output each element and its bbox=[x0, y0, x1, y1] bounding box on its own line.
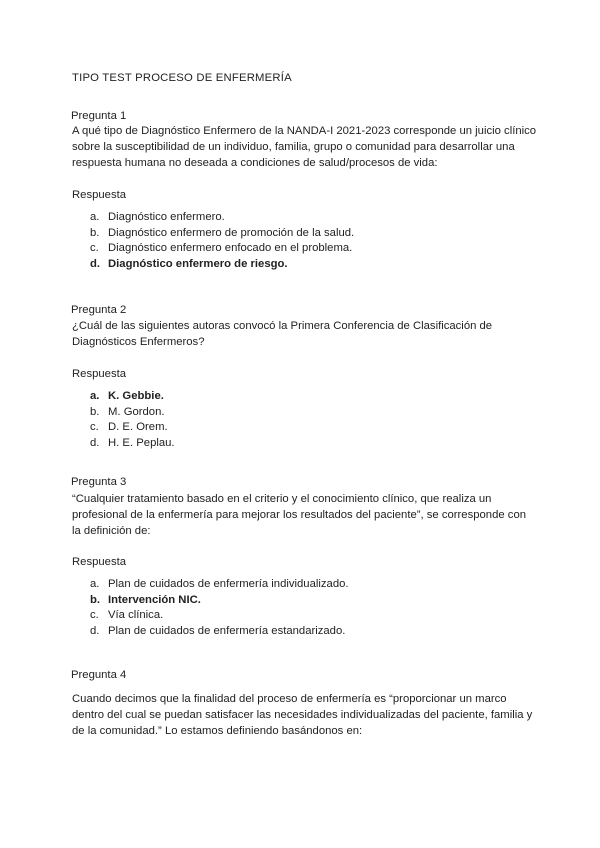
question-3-text bbox=[72, 491, 542, 539]
question-1-line: A qué tipo de Diagnóstico Enfermero de la NANDA-I 2021-2023 corresponde un juicio clínico bbox=[72, 125, 537, 137]
option-a bbox=[90, 210, 354, 226]
question-3-line: la definición de: bbox=[72, 525, 151, 537]
option-text: Diagnóstico enfermero enfocado en el problema. bbox=[108, 242, 353, 254]
option-letter: a. bbox=[90, 390, 100, 402]
option-letter: c. bbox=[90, 242, 99, 254]
option-text: Vía clínica. bbox=[108, 609, 164, 621]
option-letter: d. bbox=[90, 257, 101, 270]
question-4-line: de la comunidad.” Lo estamos definiendo basándonos en: bbox=[72, 725, 363, 737]
question-4-line: dentro del cual se puedan satisfacer las necesidades individualizadas del paciente, familia y bbox=[72, 709, 533, 721]
question-1-response-label: Respuesta bbox=[72, 189, 127, 201]
document-title: TIPO TEST PROCESO DE ENFERMERÍA bbox=[72, 72, 292, 84]
question-2-label: Pregunta 2 bbox=[71, 304, 127, 316]
option-c bbox=[90, 608, 349, 624]
option-letter: b. bbox=[90, 405, 100, 418]
option-text: Diagnóstico enfermero. bbox=[108, 211, 225, 223]
option-b bbox=[90, 405, 175, 421]
option-text: D. E. Orem. bbox=[108, 421, 168, 433]
question-2-line: ¿Cuál de las siguientes autoras convocó la Primera Conferencia de Clasificación de bbox=[72, 320, 493, 332]
option-b-correct bbox=[90, 593, 349, 609]
option-b bbox=[90, 226, 354, 242]
option-text: Diagnóstico enfermero de promoción de la salud. bbox=[108, 226, 355, 239]
option-text: K. Gebbie. bbox=[108, 390, 164, 402]
question-2-response-label: Respuesta bbox=[72, 368, 127, 380]
question-3-line: profesional de la enfermería para mejorar los resultados del paciente”, se corresponde con bbox=[72, 509, 527, 521]
option-d-correct bbox=[90, 257, 354, 273]
option-letter: c. bbox=[90, 421, 99, 433]
question-1-line: sobre la susceptibilidad de un individuo, familia, grupo o comunidad para desarrollar una bbox=[72, 141, 515, 153]
question-1-options bbox=[90, 210, 354, 272]
question-2-options bbox=[90, 389, 175, 451]
option-text: H. E. Peplau. bbox=[108, 436, 175, 449]
option-c bbox=[90, 420, 175, 436]
question-2-line: Diagnósticos Enfermeros? bbox=[72, 336, 205, 348]
question-2-text bbox=[72, 318, 542, 350]
option-letter: d. bbox=[90, 624, 100, 637]
option-a-correct bbox=[90, 389, 175, 405]
option-letter: b. bbox=[90, 593, 101, 606]
question-3-label: Pregunta 3 bbox=[71, 476, 127, 488]
option-a bbox=[90, 577, 349, 593]
question-4-text bbox=[72, 691, 542, 739]
question-1-text bbox=[72, 123, 542, 171]
option-text: Intervención NIC. bbox=[108, 593, 201, 606]
question-1-line: respuesta humana no deseada a condiciones de salud/procesos de vida: bbox=[72, 157, 438, 169]
option-text: M. Gordon. bbox=[108, 405, 165, 418]
option-letter: b. bbox=[90, 226, 100, 239]
question-1-label: Pregunta 1 bbox=[71, 110, 127, 122]
option-c bbox=[90, 241, 354, 257]
option-letter: a. bbox=[90, 211, 100, 223]
question-4-label: Pregunta 4 bbox=[71, 669, 127, 681]
option-d bbox=[90, 624, 349, 640]
option-d bbox=[90, 436, 175, 452]
option-text: Plan de cuidados de enfermería individualizado. bbox=[108, 578, 349, 590]
option-letter: c. bbox=[90, 609, 99, 621]
option-text: Diagnóstico enfermero de riesgo. bbox=[108, 257, 288, 270]
question-3-options bbox=[90, 577, 349, 639]
option-text: Plan de cuidados de enfermería estandarizado. bbox=[108, 624, 346, 637]
question-4-line: Cuando decimos que la finalidad del proceso de enfermería es “proporcionar un marco bbox=[72, 693, 507, 705]
question-3-line: “Cualquier tratamiento basado en el criterio y el conocimiento clínico, que realiza un bbox=[72, 493, 492, 505]
question-3-response-label: Respuesta bbox=[72, 556, 127, 568]
option-letter: d. bbox=[90, 436, 100, 449]
option-letter: a. bbox=[90, 578, 100, 590]
